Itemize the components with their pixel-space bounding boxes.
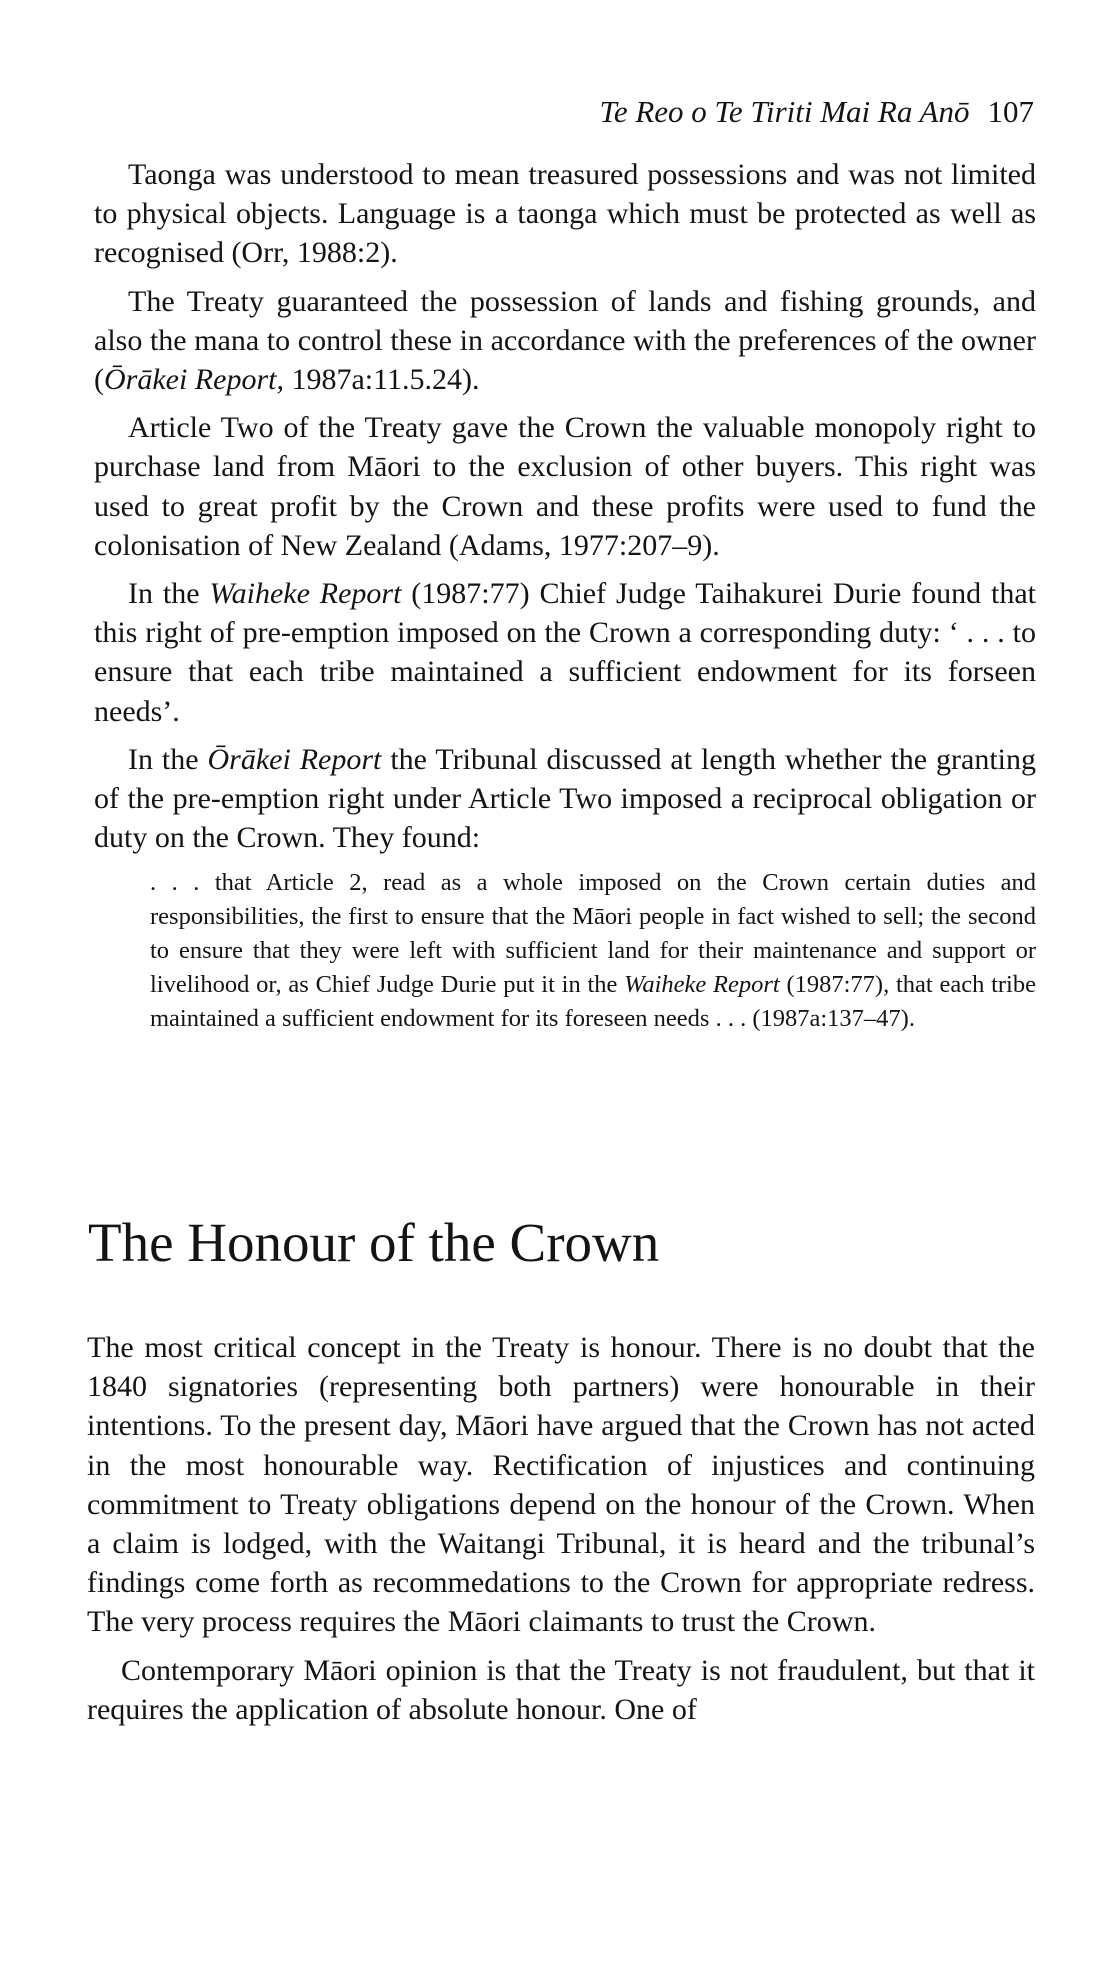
quote-text: (1987:77), that each tribe maintained a sufficient endowment for its foreseen needs . . . (1987a:137–47). [150, 971, 1036, 1033]
quote-text: . . . that Article 2, read as a whole imposed on the Crown certain duties and responsibilities, the first to ensure that the Māori people in fact wished to sell; the second to ensure that they were left with sufficient land for their maintenance and support or livelihood or, as Chief Judge Durie put it in the [150, 869, 1036, 999]
paragraph-text: The Treaty guaranteed the possession of lands and fishing grounds, and also the mana to control these in accordance with the preferences of the owner ( [94, 284, 1036, 397]
citation-title: Waiheke Report [624, 971, 780, 999]
paragraph-text: 1987a:11.5.24). [283, 363, 480, 397]
block-quote [150, 866, 1036, 1036]
paragraph-text: In the [128, 742, 208, 776]
paragraph-taonga: Taonga was understood to mean treasured possessions and was not limited to physical objects. Language is a taonga which must be protected as well as recognised (Orr, 1988:2). [94, 158, 1036, 270]
paragraph-waiheke-report [94, 574, 1036, 731]
paragraph-orakei-report [94, 740, 1036, 858]
citation-title: Waiheke Report [209, 577, 402, 611]
upper-text-block [94, 155, 1036, 1036]
paragraph-text: (1987:77) Chief Judge Taihakurei Durie found that this right of pre-emption imposed on the Crown a corresponding duty: ‘ . . . to ensure that each tribe maintained a sufficient endowment for its forseen needs’. [94, 577, 1037, 728]
paragraph-article-two: Article Two of the Treaty gave the Crown the valuable monopoly right to purchase land from Māori to the exclusion of other buyers. This right was used to great profit by the Crown and these profits were used to fund the colonisation of New Zealand (Adams, 1977:207–9). [94, 411, 1036, 562]
citation-title: Ōrākei Report [207, 742, 382, 776]
paragraph-contemporary-opinion: Contemporary Māori opinion is that the Treaty is not fraudulent, but that it requires the application of absolute honour. One of [87, 1653, 1035, 1726]
citation-title: Ōrākei Report, [104, 363, 284, 397]
page-number: 107 [987, 94, 1034, 129]
running-head-title: Te Reo o Te Tiriti Mai Ra Anō [599, 94, 970, 129]
lower-text-block [87, 1328, 1035, 1738]
paragraph-text: the Tribunal discussed at length whether the granting of the pre-emption right under Article Two imposed a reciprocal obligation or duty on the Crown. They found: [94, 742, 1037, 855]
paragraph-treaty-guarantee [94, 282, 1036, 400]
paragraph-honour: The most critical concept in the Treaty is honour. There is no doubt that the 1840 signatories (representing both partners) were honourable in their intentions. To the present day, Māori have argued that the Crown has not acted in the most honourable way. Rectification of injustices and continuing commitment to Treaty obligations depend on the honour of the Crown. When a claim is lodged, with the Waitangi Tribunal, it is heard and the tribunal’s findings come forth as recommedations to the Crown for appropriate redress. The very process requires the Māori claimants to trust the Crown. [87, 1331, 1035, 1639]
section-heading: The Honour of the Crown [88, 1212, 660, 1273]
running-head [599, 96, 1034, 127]
paragraph-text: In the [128, 577, 210, 611]
